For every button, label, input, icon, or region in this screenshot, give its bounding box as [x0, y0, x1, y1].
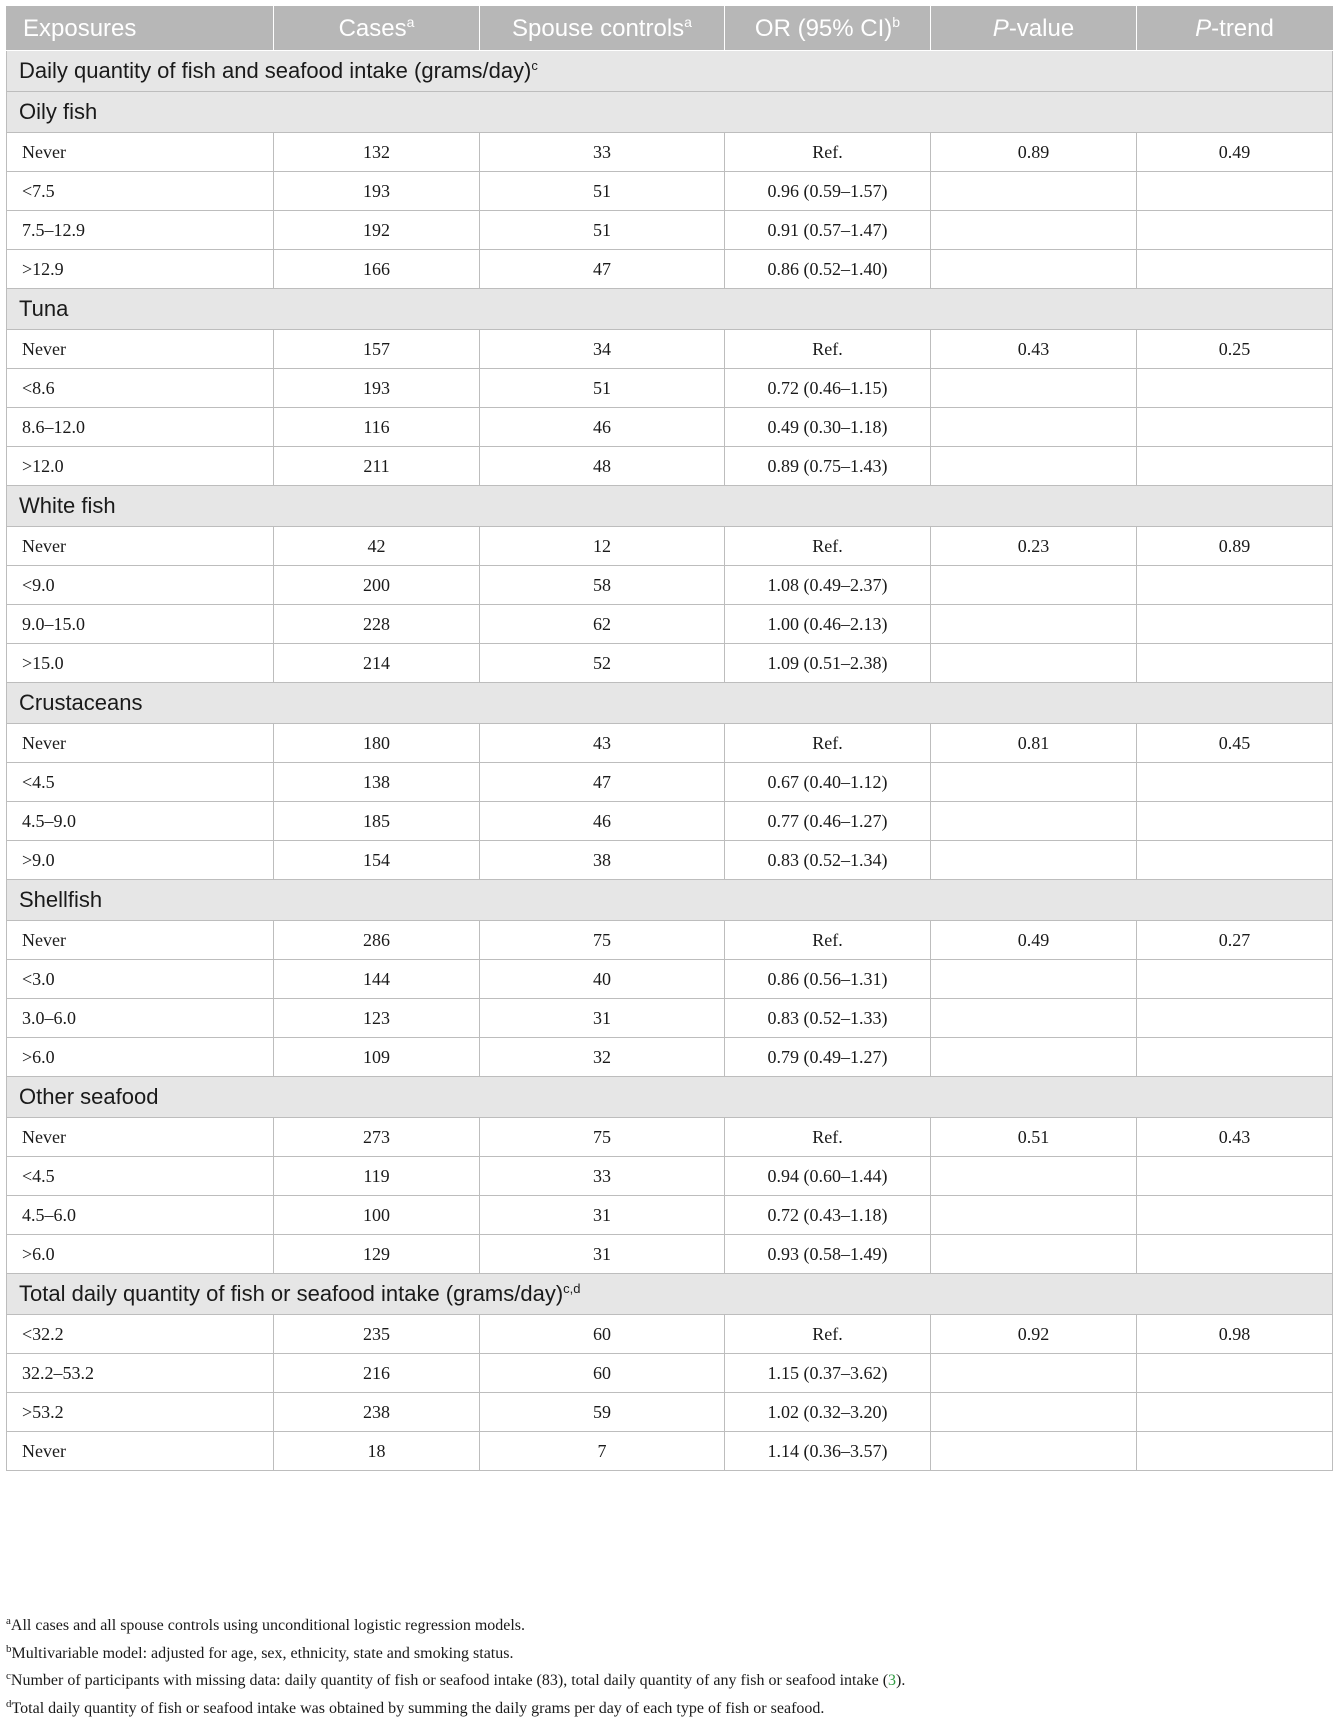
table-cell — [1137, 1196, 1333, 1235]
table-cell — [1137, 841, 1333, 880]
table-cell: 1.02 (0.32–3.20) — [725, 1393, 931, 1432]
section-header-row — [7, 880, 1333, 921]
table-cell: 33 — [480, 1157, 725, 1196]
footnote — [6, 1665, 1326, 1693]
table-cell: <32.2 — [7, 1315, 274, 1354]
table-cell: >6.0 — [7, 1038, 274, 1077]
table-row — [7, 369, 1333, 408]
column-header-label: -trend — [1211, 15, 1274, 42]
table-row — [7, 960, 1333, 999]
table-cell: 31 — [480, 999, 725, 1038]
table-cell — [1137, 763, 1333, 802]
table-cell: 46 — [480, 408, 725, 447]
table-cell — [1137, 1354, 1333, 1393]
table-cell: 211 — [274, 447, 480, 486]
table-cell — [931, 447, 1137, 486]
table-cell: 8.6–12.0 — [7, 408, 274, 447]
table-cell: Ref. — [725, 921, 931, 960]
section-title — [7, 92, 1333, 133]
table-cell: 0.49 (0.30–1.18) — [725, 408, 931, 447]
table-cell: 235 — [274, 1315, 480, 1354]
table-cell: 0.67 (0.40–1.12) — [725, 763, 931, 802]
section-header-row — [7, 486, 1333, 527]
table-cell: 0.43 — [931, 330, 1137, 369]
table-cell: 0.94 (0.60–1.44) — [725, 1157, 931, 1196]
table-cell — [931, 605, 1137, 644]
table-cell: 0.25 — [1137, 330, 1333, 369]
table-cell: 51 — [480, 369, 725, 408]
table-cell — [1137, 369, 1333, 408]
section-title — [7, 1274, 1333, 1315]
table-row — [7, 999, 1333, 1038]
section-title-text: Total daily quantity of fish or seafood intake (grams/day) — [19, 1281, 563, 1306]
table-row — [7, 763, 1333, 802]
table-cell: Never — [7, 133, 274, 172]
section-title-text: Crustaceans — [19, 690, 143, 715]
table-cell — [931, 1432, 1137, 1471]
footnotes — [6, 1610, 1326, 1720]
table-cell: 0.43 — [1137, 1118, 1333, 1157]
table-cell: Ref. — [725, 1315, 931, 1354]
table-cell: Ref. — [725, 1118, 931, 1157]
table-row — [7, 802, 1333, 841]
table-cell: 154 — [274, 841, 480, 880]
table-cell: 100 — [274, 1196, 480, 1235]
table-cell: 1.09 (0.51–2.38) — [725, 644, 931, 683]
fish-intake-table — [6, 6, 1333, 1471]
table-cell — [1137, 172, 1333, 211]
section-title-text: Tuna — [19, 296, 68, 321]
section-header-row — [7, 289, 1333, 330]
table-cell — [931, 960, 1137, 999]
table-cell: 0.91 (0.57–1.47) — [725, 211, 931, 250]
column-header-footnote-mark: a — [684, 14, 692, 30]
table-cell: Ref. — [725, 527, 931, 566]
table-cell — [1137, 211, 1333, 250]
table-row — [7, 1157, 1333, 1196]
footnote-text: All cases and all spouse controls using unconditional logistic regression models. — [11, 1617, 525, 1634]
table-cell — [1137, 644, 1333, 683]
table-cell: <4.5 — [7, 1157, 274, 1196]
table-cell: 0.49 — [1137, 133, 1333, 172]
table-row — [7, 644, 1333, 683]
table-cell — [931, 1354, 1137, 1393]
table-cell: 0.93 (0.58–1.49) — [725, 1235, 931, 1274]
table-cell: 62 — [480, 605, 725, 644]
table-cell: Never — [7, 527, 274, 566]
section-title — [7, 880, 1333, 921]
section-title — [7, 486, 1333, 527]
table-cell: 0.51 — [931, 1118, 1137, 1157]
section-footnote-mark: c,d — [563, 1281, 580, 1296]
footnote-text: Number of participants with missing data: daily quantity of fish or seafood intake (83), total daily quantity of any fish or seafood intake ( — [11, 1672, 888, 1689]
table-cell: Never — [7, 724, 274, 763]
table-row — [7, 1315, 1333, 1354]
table-cell: 18 — [274, 1432, 480, 1471]
table-cell: <8.6 — [7, 369, 274, 408]
table-cell: 0.89 — [1137, 527, 1333, 566]
table-cell: 75 — [480, 1118, 725, 1157]
table-cell: 1.08 (0.49–2.37) — [725, 566, 931, 605]
table-cell: 60 — [480, 1354, 725, 1393]
table-cell: 180 — [274, 724, 480, 763]
table-cell: 129 — [274, 1235, 480, 1274]
table-cell: 42 — [274, 527, 480, 566]
table-cell — [931, 1235, 1137, 1274]
table-row — [7, 211, 1333, 250]
section-title — [7, 683, 1333, 724]
table-cell: 48 — [480, 447, 725, 486]
table-cell — [1137, 960, 1333, 999]
table-cell: 0.72 (0.46–1.15) — [725, 369, 931, 408]
table-cell — [1137, 566, 1333, 605]
table-cell — [931, 1038, 1137, 1077]
column-header — [1137, 7, 1333, 51]
table-cell — [1137, 1393, 1333, 1432]
footnote-mark: a — [6, 1615, 11, 1627]
table-cell: Ref. — [725, 330, 931, 369]
table-cell: 0.86 (0.56–1.31) — [725, 960, 931, 999]
table-cell — [931, 802, 1137, 841]
footnote-mark: b — [6, 1643, 12, 1655]
table-cell: 47 — [480, 250, 725, 289]
table-cell: 32 — [480, 1038, 725, 1077]
column-header-footnote-mark: b — [892, 14, 900, 30]
table-body — [7, 51, 1333, 1471]
table-cell: 0.77 (0.46–1.27) — [725, 802, 931, 841]
table-cell: 52 — [480, 644, 725, 683]
column-header — [274, 7, 480, 51]
table-cell — [1137, 1235, 1333, 1274]
footnote-text: Total daily quantity of fish or seafood intake was obtained by summing the daily grams per day of each type of fish or seafood. — [12, 1700, 825, 1717]
table-cell: 0.79 (0.49–1.27) — [725, 1038, 931, 1077]
table-cell — [1137, 999, 1333, 1038]
table-cell — [931, 172, 1137, 211]
table-cell: 59 — [480, 1393, 725, 1432]
table-cell: 0.96 (0.59–1.57) — [725, 172, 931, 211]
table-cell: 4.5–6.0 — [7, 1196, 274, 1235]
table-cell: 40 — [480, 960, 725, 999]
table-cell: >6.0 — [7, 1235, 274, 1274]
section-title-text: Other seafood — [19, 1084, 158, 1109]
table-cell: 32.2–53.2 — [7, 1354, 274, 1393]
table-cell: 0.27 — [1137, 921, 1333, 960]
table-row — [7, 172, 1333, 211]
section-footnote-mark: c — [531, 58, 538, 73]
table-cell: 51 — [480, 211, 725, 250]
column-header-label: Exposures — [23, 15, 136, 42]
table-row — [7, 447, 1333, 486]
table-cell: 1.00 (0.46–2.13) — [725, 605, 931, 644]
table-cell: <9.0 — [7, 566, 274, 605]
table-cell: 34 — [480, 330, 725, 369]
column-header — [480, 7, 725, 51]
column-header-label: -value — [1009, 15, 1074, 42]
table-cell: Never — [7, 1432, 274, 1471]
table-cell: 7.5–12.9 — [7, 211, 274, 250]
table-cell — [931, 211, 1137, 250]
table-cell: 0.23 — [931, 527, 1137, 566]
table-cell — [1137, 250, 1333, 289]
reference-link[interactable]: 3 — [888, 1672, 896, 1689]
table-cell: 200 — [274, 566, 480, 605]
table-cell: 38 — [480, 841, 725, 880]
table-cell: 0.72 (0.43–1.18) — [725, 1196, 931, 1235]
table-cell: 51 — [480, 172, 725, 211]
column-header-footnote-mark: a — [407, 14, 415, 30]
header-row — [7, 7, 1333, 51]
section-title — [7, 289, 1333, 330]
table-cell: 7 — [480, 1432, 725, 1471]
table-row — [7, 1235, 1333, 1274]
table-cell: 273 — [274, 1118, 480, 1157]
table-cell — [1137, 1038, 1333, 1077]
table-cell: 58 — [480, 566, 725, 605]
table-cell — [1137, 447, 1333, 486]
section-header-row — [7, 1077, 1333, 1118]
section-title-text: Oily fish — [19, 99, 97, 124]
table-cell: Ref. — [725, 724, 931, 763]
table-cell: 0.89 — [931, 133, 1137, 172]
table-cell: <4.5 — [7, 763, 274, 802]
table-cell — [931, 369, 1137, 408]
table-cell: 157 — [274, 330, 480, 369]
table-cell: 192 — [274, 211, 480, 250]
table-cell: >12.9 — [7, 250, 274, 289]
table-cell — [931, 763, 1137, 802]
table-cell: 123 — [274, 999, 480, 1038]
section-title-text: Daily quantity of fish and seafood intake (grams/day) — [19, 58, 531, 83]
table-cell: >9.0 — [7, 841, 274, 880]
footnote — [6, 1638, 1326, 1666]
table-cell: 214 — [274, 644, 480, 683]
table-row — [7, 1354, 1333, 1393]
table-cell — [931, 1196, 1137, 1235]
table-row — [7, 527, 1333, 566]
footnote-text-end: ). — [896, 1672, 905, 1689]
table-cell: 0.89 (0.75–1.43) — [725, 447, 931, 486]
footnote — [6, 1610, 1326, 1638]
table-cell: Never — [7, 1118, 274, 1157]
table-cell: 33 — [480, 133, 725, 172]
table-cell: 109 — [274, 1038, 480, 1077]
table-cell: 216 — [274, 1354, 480, 1393]
table-cell — [931, 408, 1137, 447]
table-cell: 12 — [480, 527, 725, 566]
table-cell: 193 — [274, 369, 480, 408]
table-cell: 0.98 — [1137, 1315, 1333, 1354]
table-cell: 0.92 — [931, 1315, 1137, 1354]
table-cell: <3.0 — [7, 960, 274, 999]
table-cell: 60 — [480, 1315, 725, 1354]
table-cell — [931, 644, 1137, 683]
table-cell: 0.81 — [931, 724, 1137, 763]
column-header-label: OR (95% CI) — [755, 15, 892, 42]
table-cell: 132 — [274, 133, 480, 172]
table-cell: 185 — [274, 802, 480, 841]
section-title — [7, 1077, 1333, 1118]
table-cell: 31 — [480, 1196, 725, 1235]
table-cell: <7.5 — [7, 172, 274, 211]
table-cell: Never — [7, 330, 274, 369]
table-row — [7, 1038, 1333, 1077]
table-cell: >53.2 — [7, 1393, 274, 1432]
table-cell: 0.49 — [931, 921, 1137, 960]
table-row — [7, 1393, 1333, 1432]
table-cell: 228 — [274, 605, 480, 644]
table-row — [7, 1432, 1333, 1471]
table-cell — [931, 566, 1137, 605]
table-row — [7, 408, 1333, 447]
table-cell: Never — [7, 921, 274, 960]
table-cell: 9.0–15.0 — [7, 605, 274, 644]
table-row — [7, 841, 1333, 880]
table-cell: >12.0 — [7, 447, 274, 486]
table-cell: Ref. — [725, 133, 931, 172]
table-cell: 138 — [274, 763, 480, 802]
column-header — [931, 7, 1137, 51]
table-cell: 286 — [274, 921, 480, 960]
table-cell — [931, 1393, 1137, 1432]
section-title — [7, 51, 1333, 92]
column-header-label: Cases — [339, 15, 407, 42]
table-cell — [931, 841, 1137, 880]
table-row — [7, 605, 1333, 644]
table-cell: 1.15 (0.37–3.62) — [725, 1354, 931, 1393]
section-title-text: Shellfish — [19, 887, 102, 912]
section-header-row — [7, 683, 1333, 724]
table-row — [7, 1196, 1333, 1235]
column-header — [725, 7, 931, 51]
column-header — [7, 7, 274, 51]
table-cell: 47 — [480, 763, 725, 802]
table-cell — [1137, 802, 1333, 841]
column-header-italic: P — [993, 15, 1009, 42]
table-cell: >15.0 — [7, 644, 274, 683]
table-cell: 3.0–6.0 — [7, 999, 274, 1038]
table-cell — [1137, 1157, 1333, 1196]
table-cell: 0.45 — [1137, 724, 1333, 763]
section-header-row — [7, 1274, 1333, 1315]
table-cell: 75 — [480, 921, 725, 960]
table-cell: 1.14 (0.36–3.57) — [725, 1432, 931, 1471]
section-header-row — [7, 92, 1333, 133]
table-cell — [1137, 408, 1333, 447]
footnote — [6, 1693, 1326, 1720]
section-title-text: White fish — [19, 493, 116, 518]
table-row — [7, 133, 1333, 172]
table-cell — [1137, 605, 1333, 644]
table-cell: 4.5–9.0 — [7, 802, 274, 841]
table-row — [7, 921, 1333, 960]
table-cell: 116 — [274, 408, 480, 447]
footnote-mark: c — [6, 1670, 11, 1682]
table-row — [7, 724, 1333, 763]
table-cell: 0.83 (0.52–1.33) — [725, 999, 931, 1038]
table-cell: 166 — [274, 250, 480, 289]
table-cell: 0.83 (0.52–1.34) — [725, 841, 931, 880]
table-cell: 46 — [480, 802, 725, 841]
table-cell — [1137, 1432, 1333, 1471]
table-row — [7, 330, 1333, 369]
table-cell — [931, 250, 1137, 289]
column-header-italic: P — [1195, 15, 1211, 42]
data-table-container — [6, 6, 1332, 1471]
section-header-row — [7, 51, 1333, 92]
column-header-label: Spouse controls — [512, 15, 684, 42]
table-cell — [931, 999, 1137, 1038]
table-cell: 31 — [480, 1235, 725, 1274]
table-row — [7, 566, 1333, 605]
table-cell — [931, 1157, 1137, 1196]
table-cell: 144 — [274, 960, 480, 999]
table-cell: 0.86 (0.52–1.40) — [725, 250, 931, 289]
footnote-mark: d — [6, 1698, 12, 1710]
table-cell: 119 — [274, 1157, 480, 1196]
table-row — [7, 250, 1333, 289]
table-cell: 238 — [274, 1393, 480, 1432]
footnote-text: Multivariable model: adjusted for age, sex, ethnicity, state and smoking status. — [12, 1645, 514, 1662]
table-row — [7, 1118, 1333, 1157]
table-cell: 193 — [274, 172, 480, 211]
table-cell: 43 — [480, 724, 725, 763]
